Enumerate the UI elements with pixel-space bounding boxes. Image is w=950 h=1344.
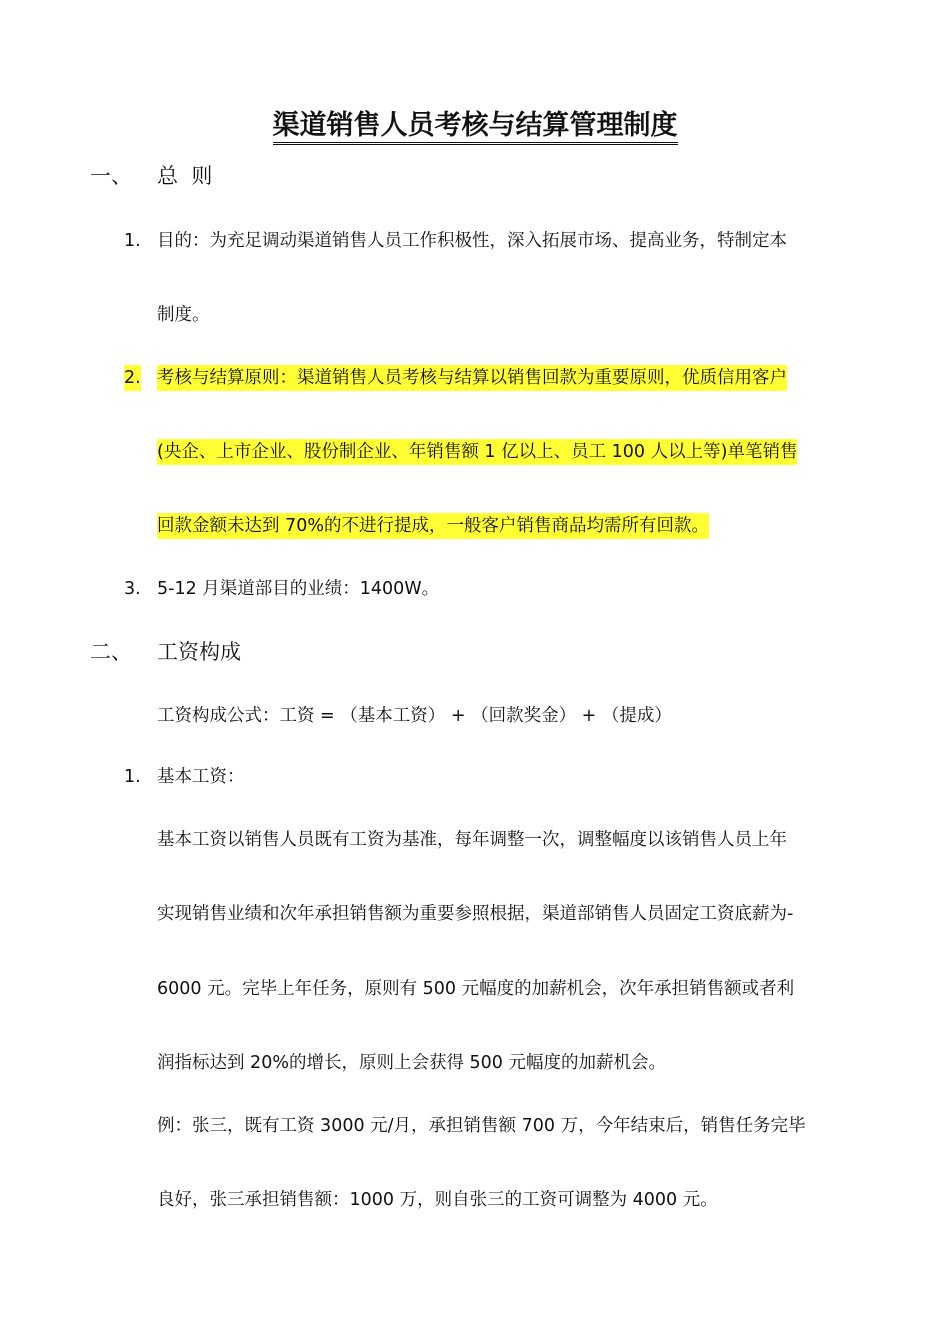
highlighted-line: 回款金额未达到 70%的不进行提成，一般客户销售商品均需所有回款。: [157, 513, 709, 539]
document-title: 渠道销售人员考核与结算管理制度: [0, 106, 950, 146]
section-number: 二、: [90, 640, 132, 664]
paragraph-line: 目的：为充足调动渠道销售人员工作积极性，深入拓展市场、提高业务，特制定本: [157, 231, 787, 251]
example-line: 良好，张三承担销售额：1000 万，则自张三的工资可调整为 4000 元。: [157, 1190, 718, 1210]
section-title: 总 则: [157, 164, 213, 188]
section-number: 一、: [90, 164, 132, 188]
paragraph-line: 基本工资以销售人员既有工资为基准，每年调整一次，调整幅度以该销售人员上年: [157, 830, 787, 850]
paragraph-line: 6000 元。完毕上年任务，原则有 500 元幅度的加薪机会，次年承担销售额或者利: [157, 979, 795, 999]
section-title: 工资构成: [157, 640, 241, 664]
paragraph-line: 5-12 月渠道部目的业绩：1400W。: [157, 579, 440, 599]
paragraph-line: 润指标达到 20%的增长，原则上会获得 500 元幅度的加薪机会。: [157, 1053, 666, 1073]
example-line: 例：张三，既有工资 3000 元/月，承担销售额 700 万，今年结束后，销售任务完毕: [157, 1116, 806, 1136]
item-number: 2.: [124, 365, 141, 391]
highlighted-line: (央企、上市企业、股份制企业、年销售额 1 亿以上、员工 100 人以上等)单笔销售: [157, 439, 797, 465]
item-label: 基本工资：: [157, 767, 245, 787]
item-number: 1.: [124, 767, 141, 787]
item-number: 1.: [124, 231, 141, 251]
formula-line: 工资构成公式：工资 = （基本工资） + （回款奖金） + （提成）: [157, 706, 672, 726]
paragraph-line: 实现销售业绩和次年承担销售额为重要参照根据，渠道部销售人员固定工资底薪为-: [157, 904, 794, 924]
item-number: 3.: [124, 579, 141, 599]
highlighted-line: 考核与结算原则：渠道销售人员考核与结算以销售回款为重要原则，优质信用客户: [157, 365, 787, 391]
paragraph-line: 制度。: [157, 305, 210, 325]
